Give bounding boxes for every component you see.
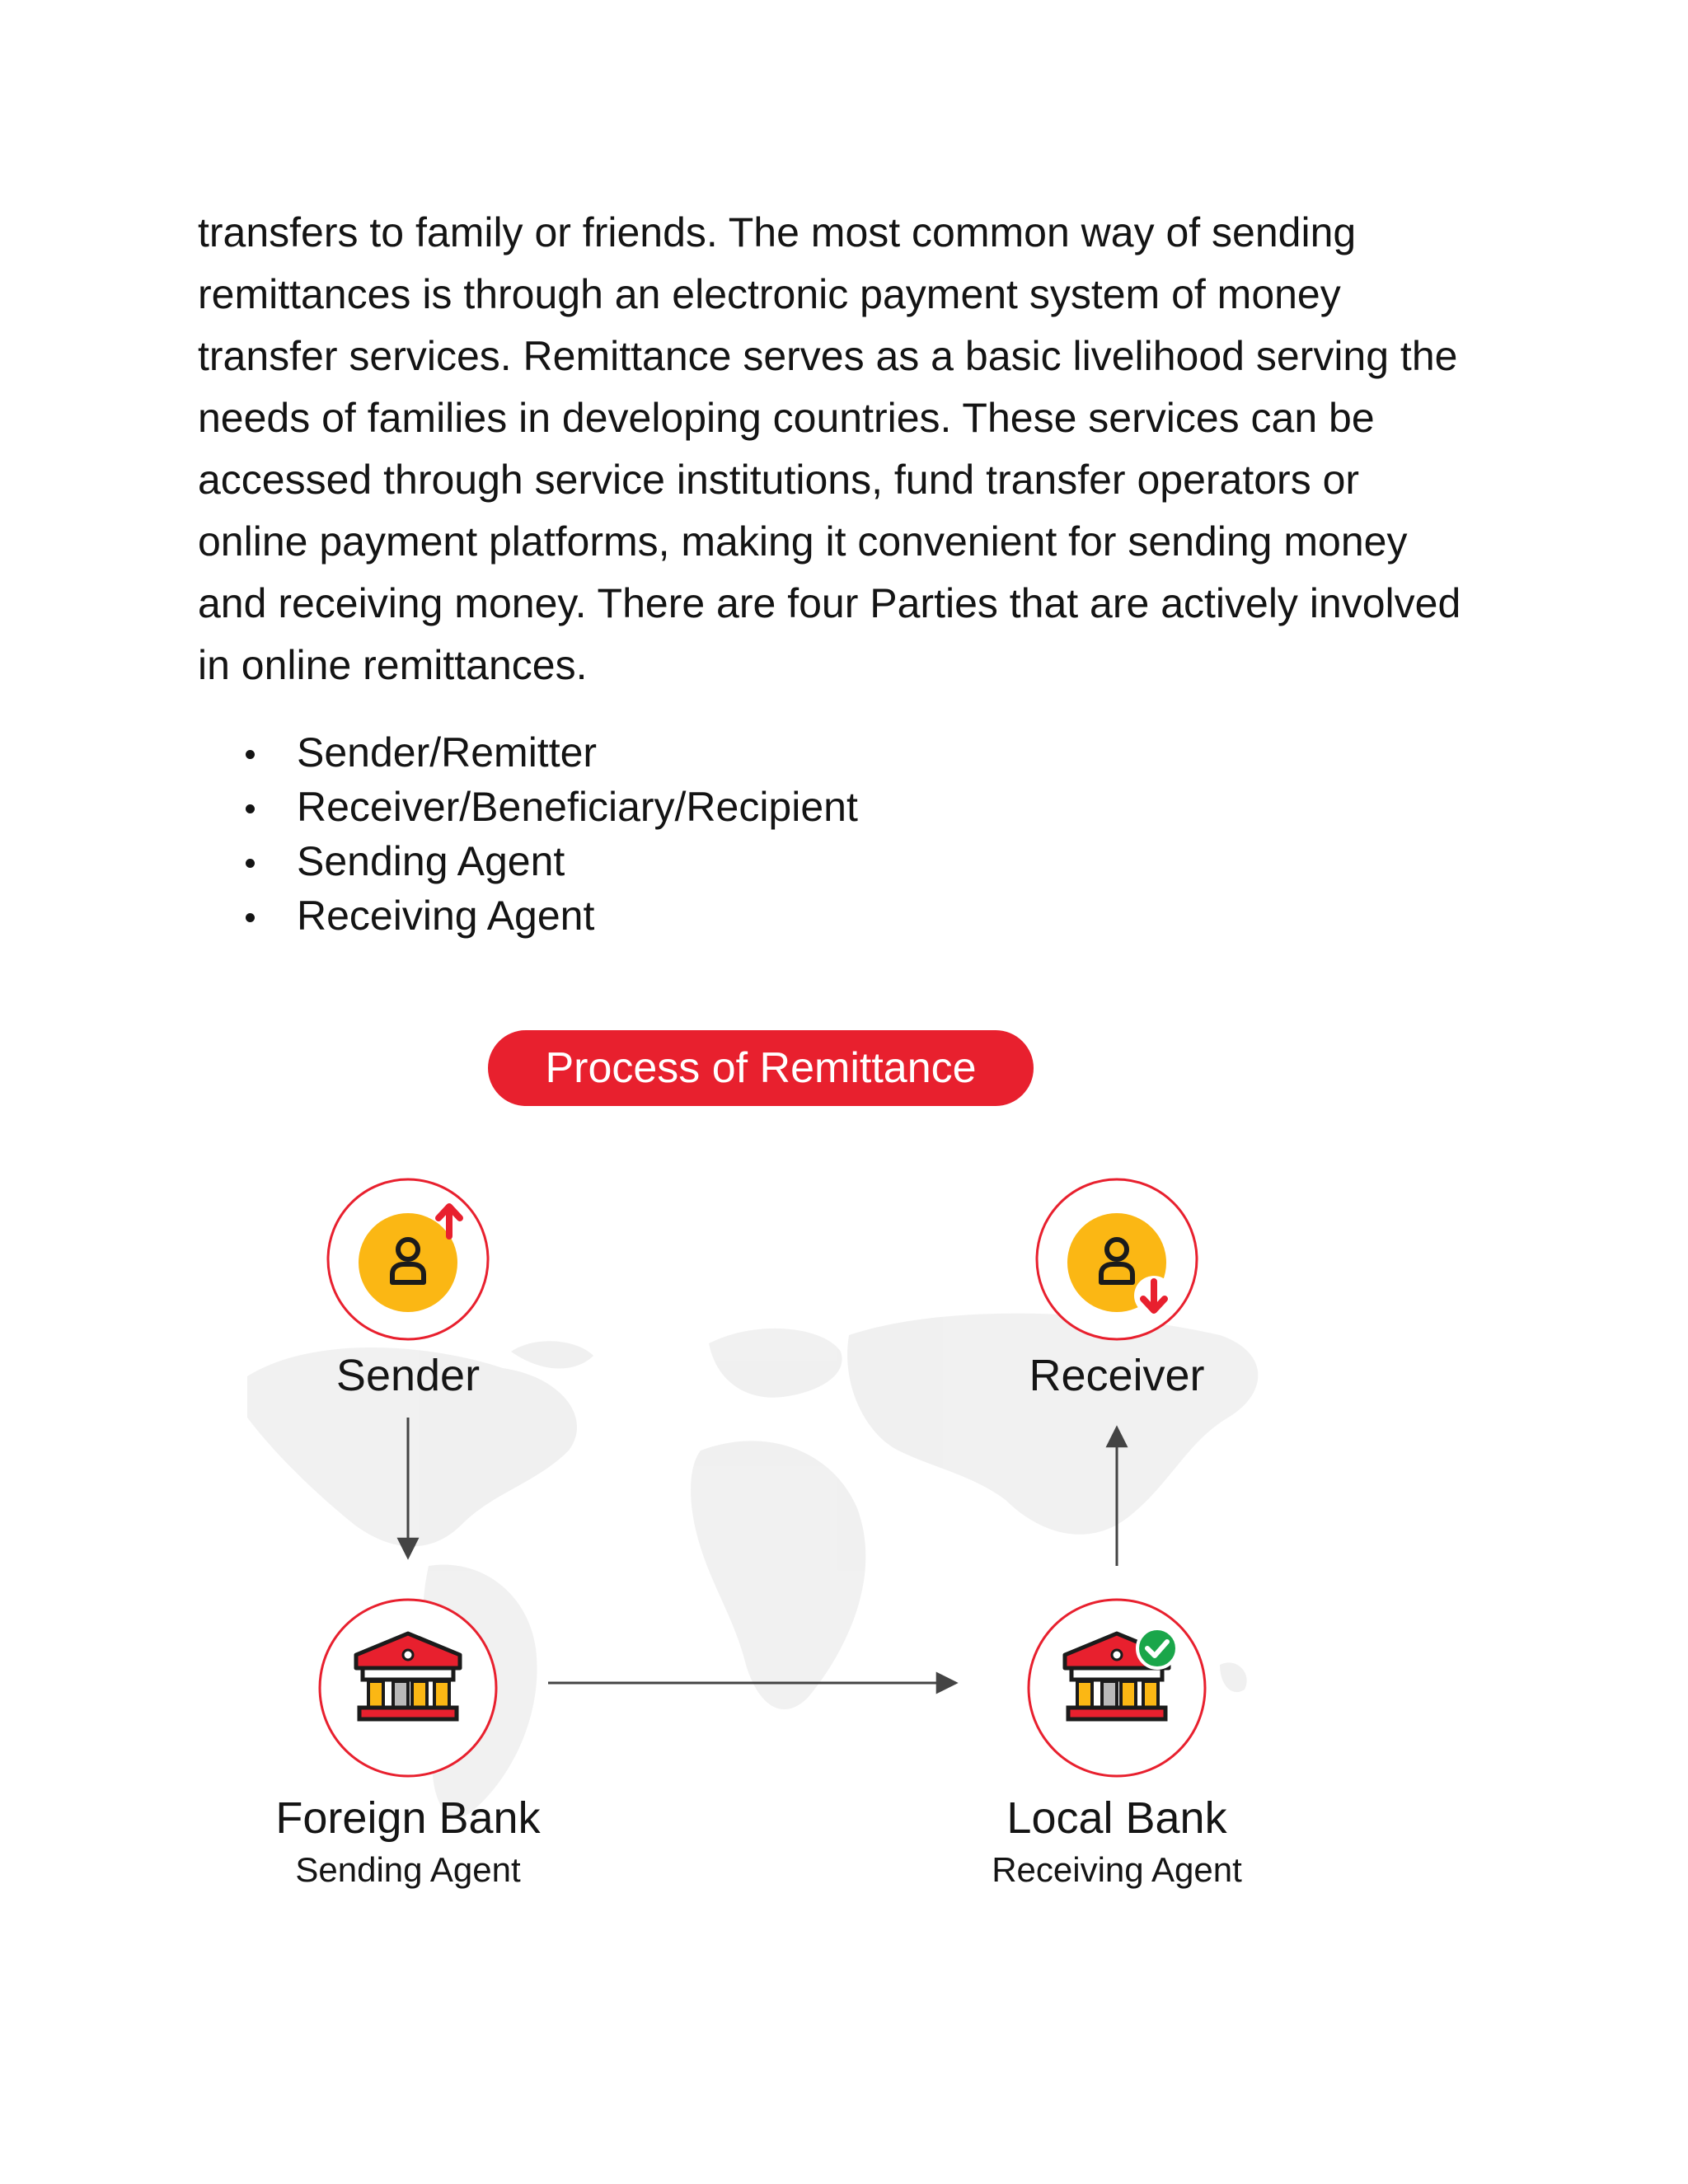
sender-node bbox=[328, 1179, 488, 1339]
list-item bbox=[198, 780, 858, 834]
local-bank-label: Local Bank bbox=[1006, 1793, 1227, 1843]
foreign-bank-label: Foreign Bank bbox=[275, 1793, 541, 1843]
body-paragraph: transfers to family or friends. The most common way of sending remittances is through an electronic payment system of money transfer services. Remittance serves as a basic livelihood serving the needs of families in developing countries. These services can be accessed through service institutions, fund transfer operators or online payment platforms, making it convenient for sending money and receiving money. There are four Parties that are actively involved in online remittances. bbox=[198, 209, 1461, 688]
list-item bbox=[198, 888, 858, 943]
sender-label: Sender bbox=[335, 1351, 481, 1400]
remittance-process-diagram bbox=[0, 989, 1688, 1978]
diagram-title-badge: Process of Remittance bbox=[488, 1030, 1034, 1106]
bullet-icon bbox=[246, 750, 255, 759]
local-bank-node bbox=[1029, 1600, 1205, 1776]
sending-agent-label: Sending Agent bbox=[295, 1850, 521, 1889]
bullet-icon bbox=[246, 859, 255, 868]
list-item bbox=[198, 834, 858, 888]
bank-icon bbox=[356, 1633, 460, 1719]
list-item-label: Receiving Agent bbox=[297, 893, 595, 939]
list-item-label: Receiver/Beneficiary/Recipient bbox=[297, 784, 858, 830]
bullet-icon bbox=[246, 913, 255, 922]
list-item-label: Sender/Remitter bbox=[297, 729, 598, 776]
bullet-icon bbox=[246, 804, 255, 813]
list-item bbox=[198, 725, 858, 780]
receiver-label: Receiver bbox=[1029, 1351, 1205, 1400]
check-icon bbox=[1137, 1629, 1177, 1668]
receiver-node bbox=[1037, 1179, 1197, 1339]
parties-list bbox=[198, 725, 858, 943]
list-item-label: Sending Agent bbox=[297, 838, 565, 884]
foreign-bank-node bbox=[320, 1600, 496, 1776]
receiving-agent-label: Receiving Agent bbox=[992, 1850, 1242, 1889]
